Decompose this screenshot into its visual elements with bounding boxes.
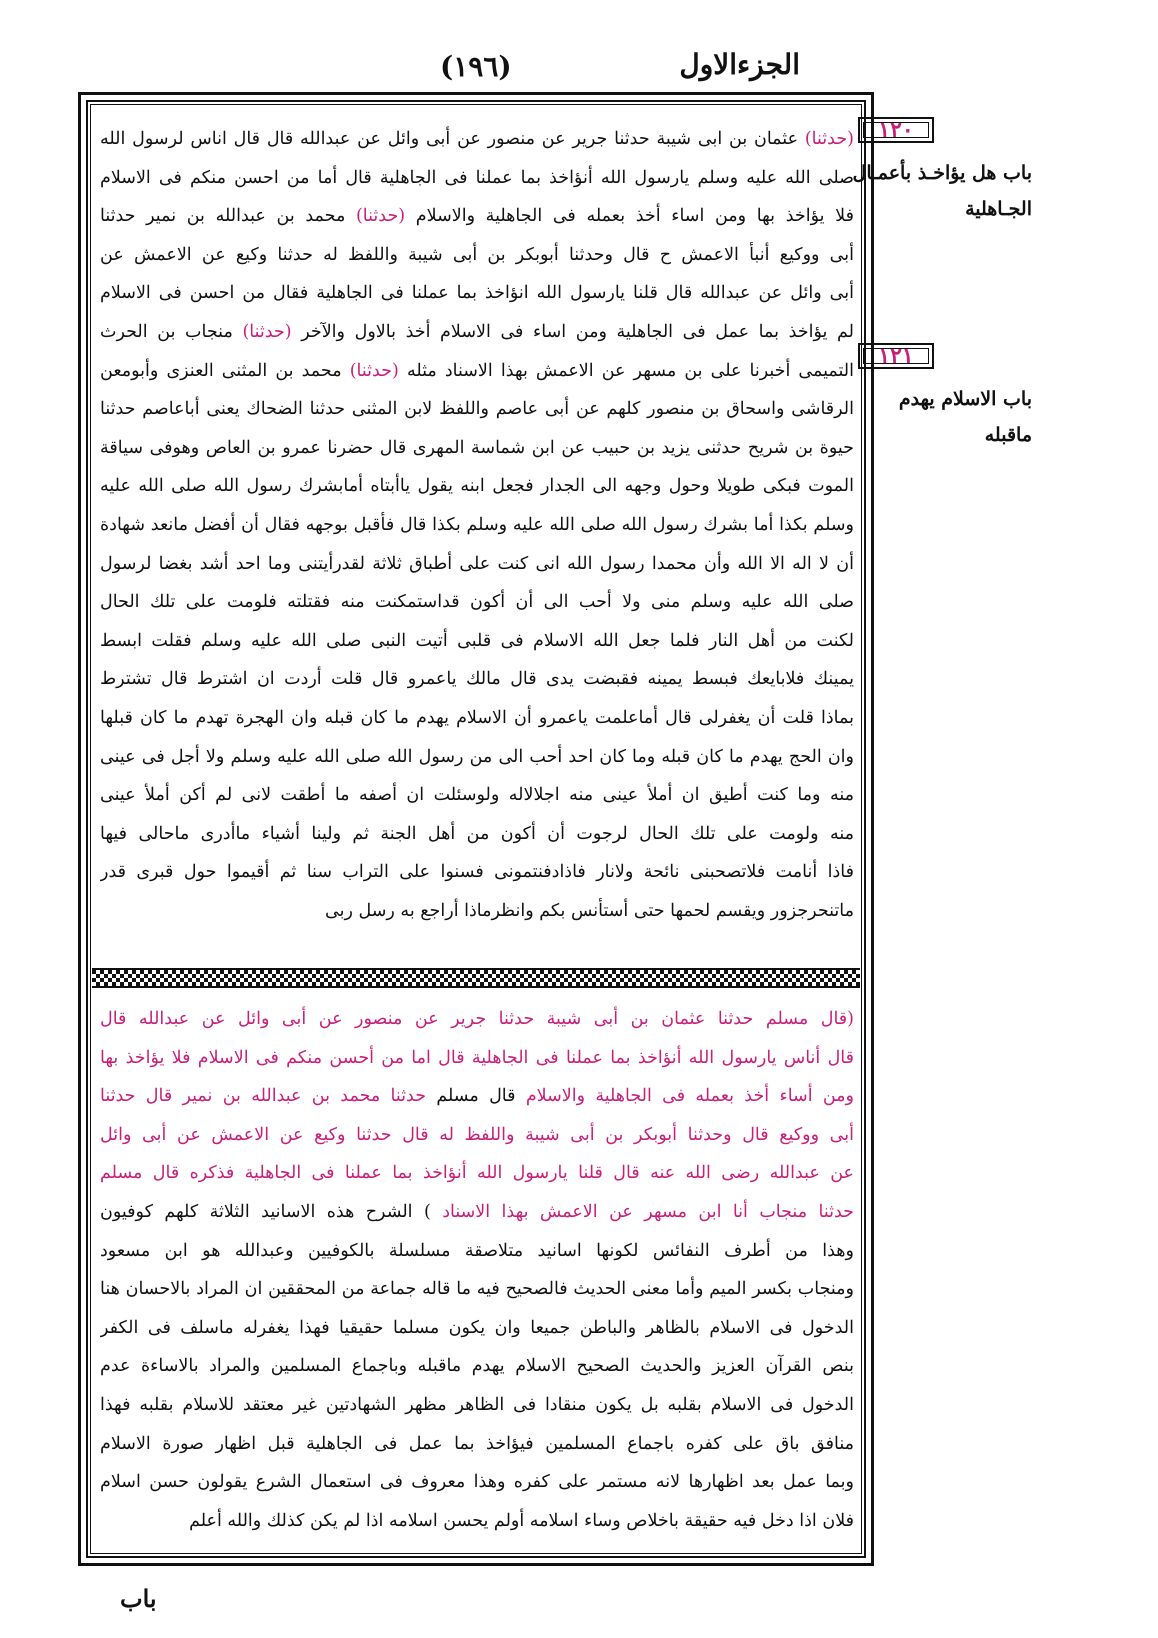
text-segment: منه وما كنت أطيق ان أملأ عينى منه اجلالاله ولوسئلت ان أصفه ما أطقت لانى لم أكن أملأ عينى xyxy=(100,785,854,806)
text-segment: الرقاشى واسحاق بن منصور كلهم عن أبى عاصم واللفظ لابن المثنى حدثنا الضحاك يعنى أباعاصم حدثنا xyxy=(100,399,854,420)
text-segment: محمد بن المثنى العنزى وأبومعن xyxy=(100,360,342,381)
text-line xyxy=(100,1000,854,1039)
text-line xyxy=(100,1425,854,1464)
text-line xyxy=(100,197,854,236)
text-segment: محمد بن عبدالله بن نمير حدثنا xyxy=(100,206,346,227)
text-segment: أبى ووكيع أنبأ الاعمش ح قال وحدثنا أبوبكر بن أبى شيبة واللفظ له حدثنا وكيع عن الاعمش عن xyxy=(100,244,854,265)
text-segment: أبى وائل عن عبدالله قال قلنا يارسول الله انؤاخذ بما عملنا فى الجاهلية فقال من احسن فى الاسلام xyxy=(100,283,854,304)
chapter-title-line: باب الاسلام يهدم ماقبله xyxy=(898,388,1032,446)
text-segment: ) الشرح هذه الاسانيد الثلاثة كلهم كوفيون xyxy=(100,1201,431,1222)
text-line xyxy=(100,1077,854,1116)
text-line xyxy=(100,429,854,468)
text-line xyxy=(100,1154,854,1193)
text-segment: ماتنحرجزور ويقسم لحمها حتى أستأنس بكم وانظرماذا أراجع به رسل ربى xyxy=(325,900,854,921)
text-line xyxy=(100,274,854,313)
text-line xyxy=(100,1116,854,1155)
text-line xyxy=(100,815,854,854)
text-segment: يمينك فلابايعك فبسط يمينه فقبضت يدى قال مالك ياعمرو قال قلت أردت ان اشترط قال تشترط xyxy=(100,669,854,690)
text-line xyxy=(100,699,854,738)
highlighted-text-segment: (حدثنا) xyxy=(242,321,292,342)
text-segment: لم يؤاخذ بما عمل فى الجاهلية ومن اساء فى الاسلام أخذ بالاول والآخر xyxy=(301,321,854,342)
text-line xyxy=(100,120,854,159)
catchword: باب xyxy=(120,1584,157,1613)
text-line xyxy=(100,1193,854,1232)
hadith-text-block xyxy=(100,120,854,962)
text-segment: لكنت من أهل النار فلما جعل الله الاسلام فى قلبى أتيت النبى صلى الله عليه وسلم فقلت ابسط xyxy=(100,630,854,651)
chapter-title xyxy=(852,381,1032,453)
text-line xyxy=(100,622,854,661)
text-line xyxy=(100,545,854,584)
text-segment: فلا يؤاخذ بها ومن اساء أخذ بعمله فى الجاهلية والاسلام xyxy=(415,206,854,227)
chapter-title-line: الجـاهلية xyxy=(965,198,1032,220)
chapter-title xyxy=(852,155,1032,227)
highlighted-text-segment: (حدثنا) xyxy=(804,129,854,149)
text-line xyxy=(100,583,854,622)
text-segment: وبما عمل بعد اظهارها لانه مستمر على كفره وهذا معروف فى استعمال الشرع يقولون حسن اسلام xyxy=(100,1472,854,1493)
text-segment: منجاب بن الحرث xyxy=(100,321,233,342)
text-line xyxy=(100,1463,854,1502)
text-segment: فاذا أنامت فلاتصحبنى نائحة ولانار فاذادفنتمونى فسنوا على التراب سنا ثم أقيموا حول قبرى قدر xyxy=(100,862,854,883)
text-segment: الدخول فى الاسلام بالظاهر والباطن جميعا وان يكون مسلما حقيقيا فهذا يغفرله ماسلف فى الكفر xyxy=(100,1317,854,1338)
text-segment: عثمان بن ابى شيبة حدثنا جرير عن منصور عن أبى وائل عن عبدالله قال قال اناس لرسول الله xyxy=(100,129,799,149)
text-segment: وهذا من أطرف النفائس لكونها اسانيد متلاصقة مسلسلة بالكوفيين وعبدالله هو ابن مسعود xyxy=(100,1240,854,1261)
text-segment: وان الحج يهدم ما كان قبله وما كان احد أحب الى من رسول الله صلى الله عليه وسلم ولا أجل فى عينى xyxy=(100,746,854,767)
highlighted-text-segment: حدثنا محمد بن عبدالله بن نمير قال حدثنا xyxy=(100,1086,427,1107)
text-line xyxy=(100,467,854,506)
text-line xyxy=(100,506,854,545)
text-segment: صلى الله عليه وسلم يارسول الله أنؤاخذ بما عملنا فى الجاهلية قال أما من احسن منكم فى الاسلام xyxy=(100,167,854,188)
text-segment: حيوة بن شريح حدثنى يزيد بن حبيب عن ابن شماسة المهرى قال حضرنا عمرو بن العاص وهوفى سياقة xyxy=(100,437,854,458)
text-segment: بنص القرآن العزيز والحديث الصحيح الاسلام يهدم ماقبله وباجماع المسلمين والمراد بالاساءة عدم xyxy=(100,1356,854,1377)
text-segment: الدخول فى الاسلام بقلبه بل يكون منقادا فى الظاهر مظهر الشهادتين غير معتقد للاسلام بقلبه فهذا xyxy=(100,1394,854,1415)
chapter-number-box: ١٢٠ xyxy=(858,117,934,143)
text-line xyxy=(100,159,854,198)
text-segment: صلى الله عليه وسلم منى ولا أحب الى أن أكون قداستمكنت منه فقتلته فلومت على تلك الحال xyxy=(100,592,854,613)
text-segment: منافق باق على كفره باجماع المسلمين فيؤاخذ بما عمل فى الجاهلية قبل اظهار صورة الاسلام xyxy=(100,1433,854,1454)
commentary-text-block xyxy=(100,1000,854,1536)
highlighted-text-segment: حدثنا منجاب أنا ابن مسهر عن الاعمش بهذا الاسناد xyxy=(442,1201,854,1222)
text-line xyxy=(100,1270,854,1309)
text-line xyxy=(100,892,854,931)
text-segment: منه ولومت على تلك الحال لرجوت أن أكون من أهل الجنة ثم ولينا أشياء ماأدرى ماحالى فيها xyxy=(100,823,854,844)
section-divider xyxy=(92,968,860,988)
highlighted-text-segment: عن عبدالله رضى الله عنه قال قلنا يارسول الله أنؤاخذ بما عملنا فى الجاهلية فذكره قال مسلم xyxy=(100,1163,854,1184)
text-line xyxy=(100,1502,854,1541)
text-segment: الموت فبكى طويلا وحول وجهه الى الجدار فجعل ابنه يقول ياأبتاه أمابشرك رسول الله صلى الله عليه xyxy=(100,476,854,497)
text-line xyxy=(100,853,854,892)
highlighted-text-segment: ومن أساء أخذ بعمله فى الجاهلية والاسلام xyxy=(525,1086,854,1107)
text-line xyxy=(100,352,854,391)
text-line xyxy=(100,390,854,429)
chapter-title-line: باب هل يؤاخـذ بأعمـال xyxy=(852,162,1032,184)
text-line xyxy=(100,1347,854,1386)
highlighted-text-segment: (حدثنا) xyxy=(349,360,399,381)
part-title: الجزءالاول xyxy=(679,48,800,81)
highlighted-text-segment: أبى ووكيع قال وحدثنا أبوبكر بن أبى شيبة واللفظ له قال حدثنا وكيع عن الاعمش عن أبى وائل xyxy=(100,1124,854,1145)
text-line xyxy=(100,738,854,777)
text-segment: بماذا قلت أن يغفرلى قال أماعلمت ياعمرو أن الاسلام يهدم ما كان قبله وان الهجرة تهدم ما كان قبلها xyxy=(100,707,854,728)
text-segment: فلان اذا دخل فيه حقيقة باخلاص وساء اسلامه أولم يحسن اسلامه اذا لم يكن كذلك والله أعلم xyxy=(189,1510,854,1531)
chapter-number-box: ١٢١ xyxy=(858,343,934,369)
text-line xyxy=(100,236,854,275)
text-segment: التميمى أخبرنا على بن مسهر عن الاعمش بهذا الاسناد مثله xyxy=(406,360,854,381)
text-line xyxy=(100,1039,854,1078)
text-line xyxy=(100,660,854,699)
highlighted-text-segment: (حدثنا) xyxy=(355,206,406,227)
highlighted-text-segment: (قال مسلم حدثنا عثمان بن أبى شيبة حدثنا جرير عن منصور عن أبى وائل عن عبدالله قال xyxy=(100,1009,854,1029)
text-line xyxy=(100,1386,854,1425)
text-line xyxy=(100,1309,854,1348)
text-segment: أن لا اله الا الله وأن محمدا رسول الله انى كنت على أطباق ثلاثة لقدرأيتنى وما احد أشد بغضا لرسول xyxy=(100,553,854,574)
text-line xyxy=(100,776,854,815)
highlighted-text-segment: قال أناس يارسول الله أنؤاخذ بما عملنا فى الجاهلية قال اما من أحسن منكم فى الاسلام فلا يؤاخذ بها xyxy=(100,1047,854,1068)
text-segment: ومنجاب بكسر الميم وأما معنى الحديث فالصحيح فيه ما قاله جماعة من المحققين ان المراد بالاحسان هنا xyxy=(100,1279,854,1300)
text-segment: وسلم بكذا أما بشرك رسول الله صلى الله عليه وسلم بكذا قال فأقبل بوجهه فقال أن أفضل مانعد شهادة xyxy=(100,514,854,535)
page-number: (١٩٦) xyxy=(440,50,512,83)
text-line xyxy=(100,1232,854,1271)
text-segment: قال مسلم xyxy=(436,1086,516,1107)
text-line xyxy=(100,313,854,352)
